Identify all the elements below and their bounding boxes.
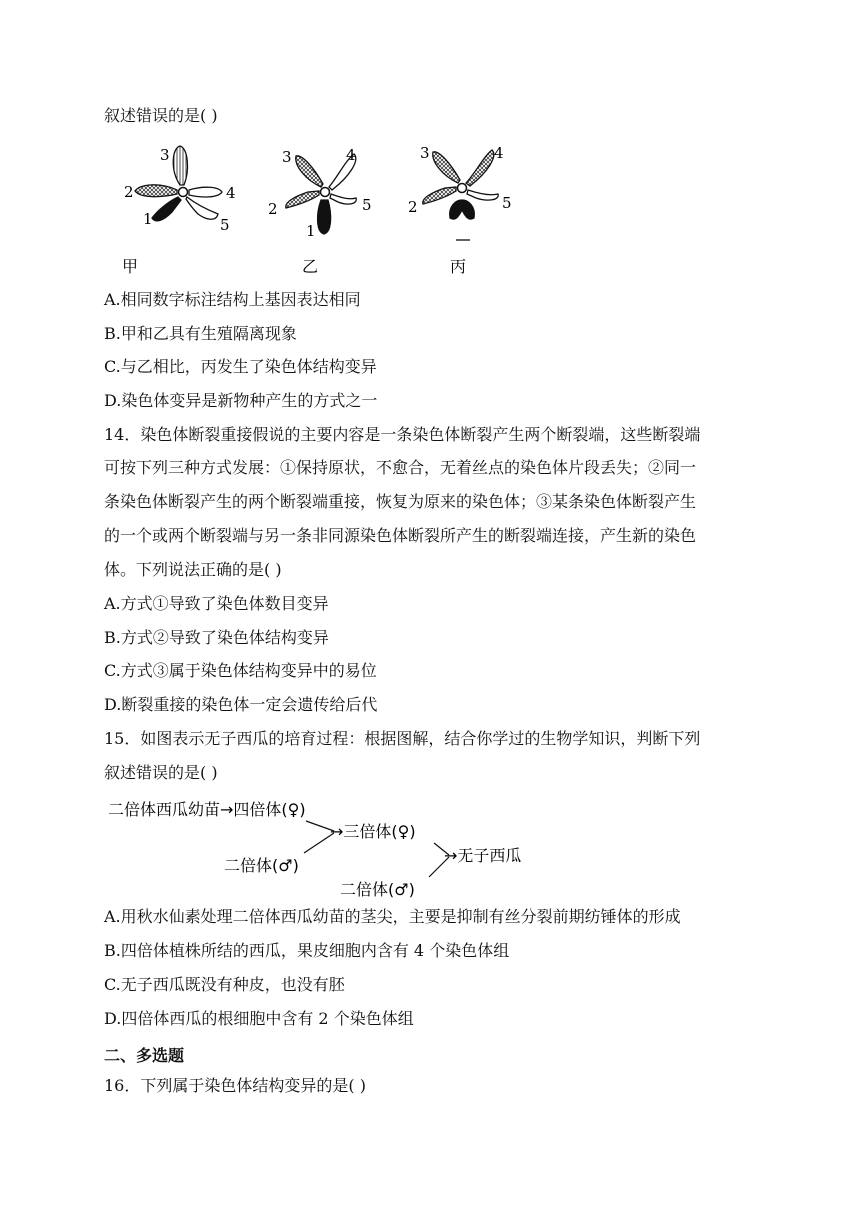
svg-text:5: 5 bbox=[362, 196, 372, 214]
q14-stem-line-3: 条染色体断裂产生的两个断裂端重接，恢复为原来的染色体；③某条染色体断裂产生 bbox=[104, 492, 697, 511]
svg-text:2: 2 bbox=[268, 200, 278, 218]
q14-option-d: D.断裂重接的染色体一定会遗传给后代 bbox=[104, 695, 378, 714]
yi-arm-1 bbox=[318, 200, 331, 234]
q15-stem-line-2: 叙述错误的是( ) bbox=[104, 763, 218, 782]
q13-option-d: D.染色体变异是新物种产生的方式之一 bbox=[104, 391, 378, 410]
q13-stem-tail: 叙述错误的是( ) bbox=[104, 106, 218, 125]
svg-text:2: 2 bbox=[408, 198, 418, 216]
chromosome-figure bbox=[110, 140, 530, 280]
q15-stem-line-1: 15．如图表示无子西瓜的培育过程：根据图解，结合你学过的生物学知识，判断下列 bbox=[104, 729, 701, 748]
q15-option-c: C.无子西瓜既没有种皮，也没有胚 bbox=[104, 975, 345, 994]
bing-arm-4 bbox=[466, 150, 494, 186]
q14-stem-line-2: 可按下列三种方式发展：①保持原状，不愈合，无着丝点的染色体片段丢失；②同一 bbox=[104, 458, 697, 477]
chromosome-jia bbox=[122, 146, 236, 276]
svg-text:1: 1 bbox=[306, 222, 316, 240]
jia-arm-4 bbox=[189, 187, 222, 197]
label-bing: 丙 bbox=[450, 257, 467, 276]
section-heading-multiple-choice: 二、多选题 bbox=[104, 1046, 185, 1065]
q16-stem: 16．下列属于染色体结构变异的是( ) bbox=[104, 1076, 366, 1095]
flow-seedless-watermelon: →无子西瓜 bbox=[444, 846, 522, 865]
q15-option-d: D.四倍体西瓜的根细胞中含有 2 个染色体组 bbox=[104, 1009, 414, 1028]
svg-text:4: 4 bbox=[226, 184, 236, 202]
watermelon-breeding-diagram bbox=[104, 795, 544, 905]
bing-arm-3 bbox=[433, 152, 460, 183]
jia-arm-3 bbox=[173, 146, 187, 185]
q13-option-a: A.相同数字标注结构上基因表达相同 bbox=[104, 290, 361, 309]
q14-option-c: C.方式③属于染色体结构变异中的易位 bbox=[104, 661, 377, 680]
bing-arm-2 bbox=[423, 187, 456, 204]
chromosome-bing bbox=[408, 144, 512, 276]
yi-arm-3 bbox=[296, 156, 323, 187]
chromosome-yi bbox=[268, 146, 372, 276]
q14-option-a: A.方式①导致了染色体数目变异 bbox=[104, 594, 329, 613]
q13-option-b: B.甲和乙具有生殖隔离现象 bbox=[104, 324, 297, 343]
bing-arm-5 bbox=[467, 190, 498, 200]
jia-arm-1 bbox=[152, 197, 181, 221]
svg-text:5: 5 bbox=[220, 216, 230, 234]
label-jia: 甲 bbox=[122, 257, 139, 276]
flow-diploid-male-2: 二倍体(♂) bbox=[340, 880, 415, 899]
svg-text:4: 4 bbox=[494, 144, 504, 162]
flow-diploid-male-1: 二倍体(♂) bbox=[224, 856, 299, 875]
svg-text:4: 4 bbox=[346, 146, 356, 164]
q15-option-a: A.用秋水仙素处理二倍体西瓜幼苗的茎尖，主要是抑制有丝分裂前期纺锤体的形成 bbox=[104, 907, 681, 926]
q15-option-b: B.四倍体植株所结的西瓜，果皮细胞内含有 4 个染色体组 bbox=[104, 941, 510, 960]
q14-stem-line-1: 14．染色体断裂重接假说的主要内容是一条染色体断裂产生两个断裂端，这些断裂端 bbox=[104, 425, 701, 444]
svg-text:5: 5 bbox=[502, 194, 512, 212]
svg-text:2: 2 bbox=[124, 183, 134, 201]
flow-triploid: →三倍体(♀) bbox=[330, 822, 416, 841]
label-yi: 乙 bbox=[302, 257, 319, 276]
q13-option-c: C.与乙相比，丙发生了染色体结构变异 bbox=[104, 357, 377, 376]
yi-arm-5 bbox=[330, 194, 356, 204]
q14-stem-line-5: 体。下列说法正确的是( ) bbox=[104, 560, 282, 579]
yi-arm-2 bbox=[286, 191, 319, 208]
svg-text:3: 3 bbox=[282, 148, 292, 166]
jia-arm-5 bbox=[186, 197, 218, 219]
flow-seedling-tetraploid: 二倍体西瓜幼苗→四倍体(♀) bbox=[108, 800, 306, 819]
svg-text:3: 3 bbox=[420, 144, 430, 162]
svg-text:3: 3 bbox=[160, 146, 170, 164]
q14-option-b: B.方式②导致了染色体结构变异 bbox=[104, 628, 329, 647]
q14-stem-line-4: 的一个或两个断裂端与另一条非同源染色体断裂所产生的断裂端连接，产生新的染色 bbox=[104, 526, 697, 545]
jia-arm-2 bbox=[135, 185, 177, 197]
bing-arm-1 bbox=[450, 200, 475, 219]
svg-text:1: 1 bbox=[143, 210, 153, 228]
